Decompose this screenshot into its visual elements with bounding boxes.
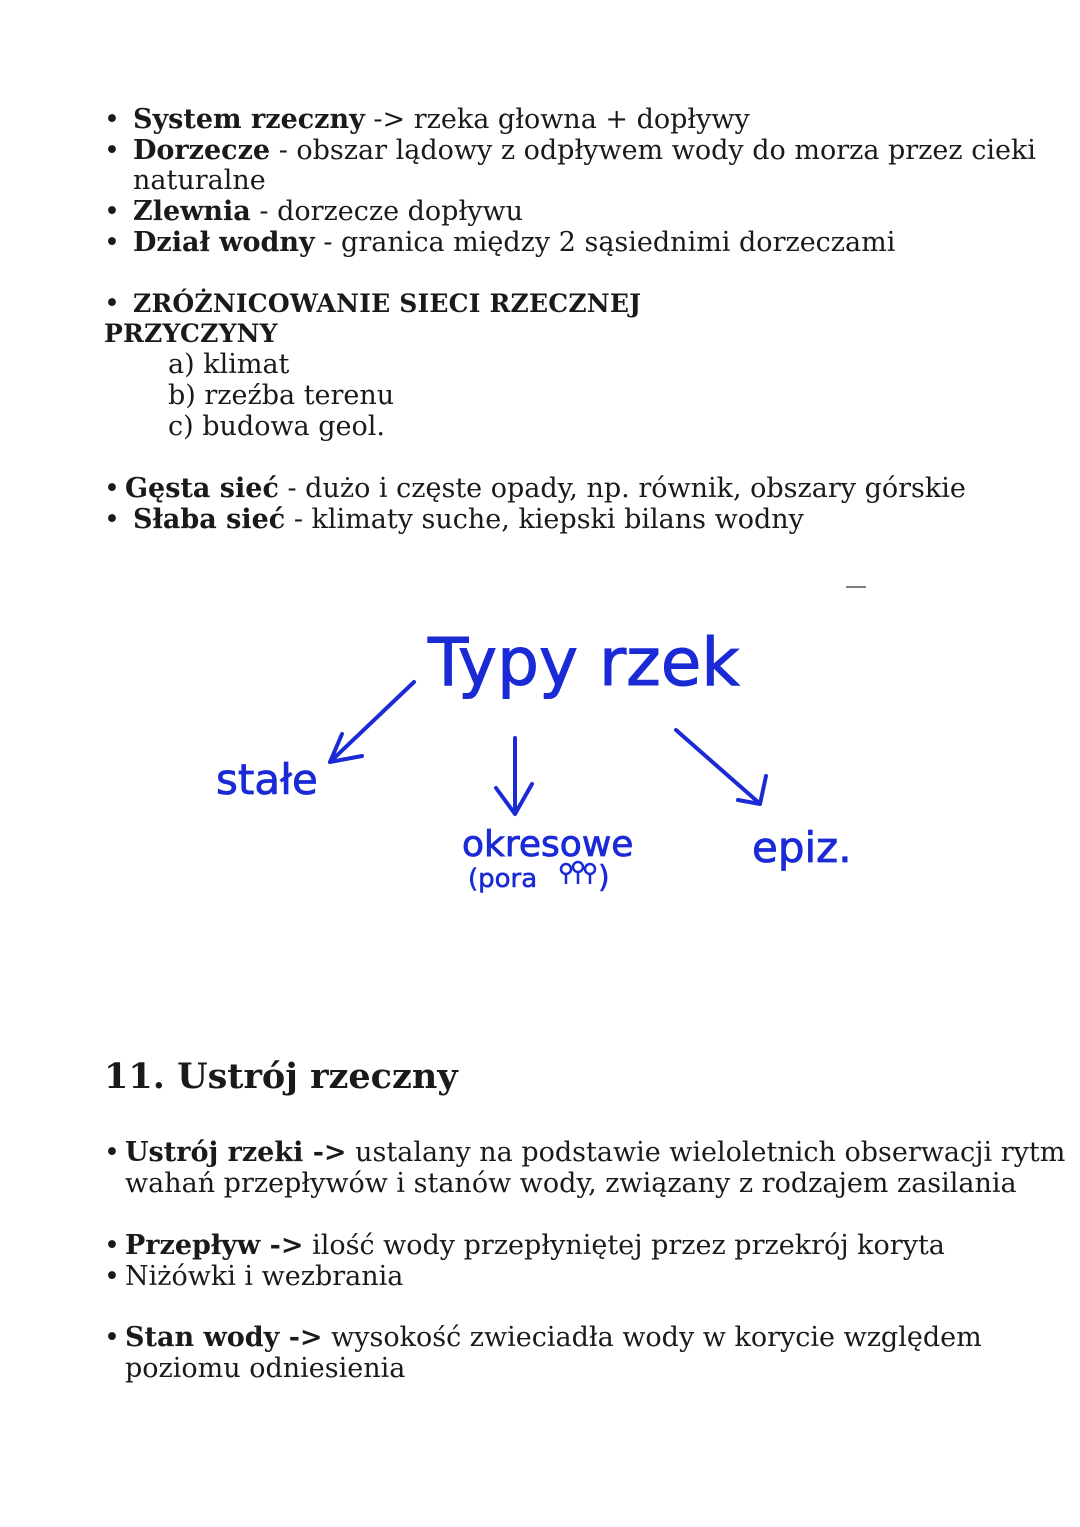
list-item: System rzeczny -> rzeka głowna + dopływy [133,104,750,135]
bullet [104,135,120,166]
bullet [104,473,120,504]
arrow-left [330,682,414,762]
flower-doodle-icon [561,862,595,884]
bullet [104,1230,120,1261]
list-item: Przepływ -> ilość wody przepłyniętej przez przekrój koryta [125,1230,945,1261]
list-item: Dział wodny - granica między 2 sąsiednimi dorzeczami [133,227,896,258]
cause-item: a) klimat [168,349,290,380]
label-periodic-note: (pora [468,864,538,894]
sketch-title: Typy rzek [428,624,740,701]
bullet [104,104,120,135]
bullet [104,196,120,227]
list-item-continuation: naturalne [133,165,266,196]
list-item: Niżówki i wezbrania [125,1261,404,1292]
cause-item: b) rzeźba terenu [168,380,395,411]
cause-item: c) budowa geol. [168,411,385,442]
list-item: Dorzecze - obszar lądowy z odpływem wody do morza przez cieki [133,135,1036,166]
list-item: Stan wody -> wysokość zwieciadła wody w korycie względem [125,1322,982,1353]
bullet [104,1322,120,1353]
label-periodic: okresowe [462,824,634,865]
arrow-right [676,730,758,802]
list-item: Słaba sieć - klimaty suche, kiepski bilans wodny [133,504,804,535]
list-item: Gęsta sieć - dużo i częste opady, np. równik, obszary górskie [125,473,966,504]
label-periodic-note-end: ) [598,860,610,895]
bullet [104,504,120,535]
page-heading: 11. Ustrój rzeczny [104,1056,458,1097]
list-item: Ustrój rzeki -> ustalany na podstawie wieloletnich obserwacji rytm [125,1137,1066,1168]
bullet [104,288,120,319]
list-item: Zlewnia - dorzecze dopływu [133,196,523,227]
bullet [104,227,120,258]
sketch-ink [216,624,852,895]
list-item-continuation: poziomu odniesienia [125,1353,406,1384]
handwritten-river-types-sketch [0,570,1080,930]
bullet [104,1137,120,1168]
list-item-continuation: wahań przepływów i stanów wody, związany z rodzajem zasilania [125,1168,1017,1199]
section-title: ZRÓŻNICOWANIE SIECI RZECZNEJ [133,289,642,318]
bullet [104,1261,120,1292]
label-permanent: stałe [216,755,318,804]
section-subtitle: PRZYCZYNY [104,319,278,348]
label-episodic: epiz. [752,823,852,872]
